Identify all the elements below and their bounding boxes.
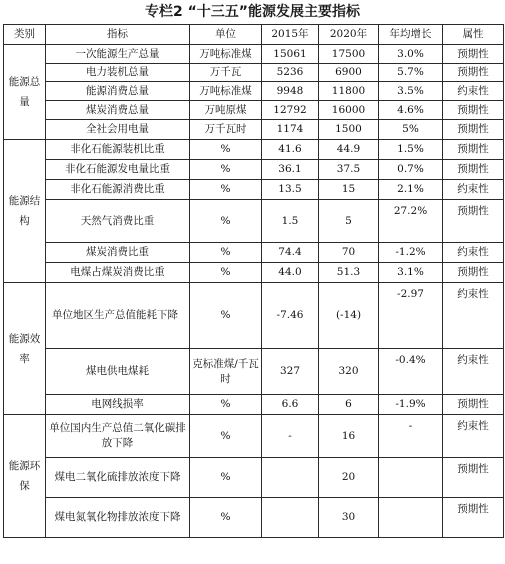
- unit-cell: %: [190, 160, 262, 180]
- attribute-cell: 预期性: [443, 498, 504, 538]
- value-2020-cell: 17500: [319, 45, 379, 64]
- growth-cell: -: [379, 415, 443, 458]
- table-row: [4, 180, 504, 200]
- table-row: [4, 243, 504, 263]
- value-2020-cell: 1500: [319, 120, 379, 140]
- value-2015-cell: 6.6: [262, 395, 319, 415]
- value-2015-cell: 44.0: [262, 263, 319, 283]
- growth-cell: -1.2%: [379, 243, 443, 263]
- unit-cell: 万吨原煤: [190, 101, 262, 120]
- category-cell: 能源环保: [4, 415, 46, 538]
- indicators-table: [3, 24, 504, 538]
- value-2015-cell: [262, 458, 319, 498]
- value-2020-cell: 30: [319, 498, 379, 538]
- value-2020-cell: 70: [319, 243, 379, 263]
- header-2015: 2015年: [262, 25, 319, 45]
- unit-cell: %: [190, 395, 262, 415]
- table-row: [4, 263, 504, 283]
- value-2020-cell: 44.9: [319, 140, 379, 160]
- value-2020-cell: 51.3: [319, 263, 379, 283]
- value-2015-cell: 13.5: [262, 180, 319, 200]
- value-2020-cell: (-14): [319, 283, 379, 349]
- value-2015-cell: 9948: [262, 82, 319, 101]
- table-row: [4, 498, 504, 538]
- attribute-cell: 预期性: [443, 101, 504, 120]
- unit-cell: 万千瓦时: [190, 120, 262, 140]
- indicator-cell: 单位地区生产总值能耗下降: [46, 283, 190, 349]
- indicator-cell: 煤电氮氧化物排放浓度下降: [46, 498, 190, 538]
- attribute-cell: 约束性: [443, 243, 504, 263]
- value-2020-cell: 37.5: [319, 160, 379, 180]
- attribute-cell: 预期性: [443, 200, 504, 243]
- value-2015-cell: [262, 498, 319, 538]
- indicator-cell: 一次能源生产总量: [46, 45, 190, 64]
- table-row: [4, 45, 504, 64]
- growth-cell: 1.5%: [379, 140, 443, 160]
- value-2015-cell: 327: [262, 349, 319, 395]
- unit-cell: 万吨标准煤: [190, 82, 262, 101]
- value-2015-cell: 1.5: [262, 200, 319, 243]
- value-2015-cell: -7.46: [262, 283, 319, 349]
- table-row: [4, 82, 504, 101]
- unit-cell: 万千瓦: [190, 64, 262, 82]
- indicator-cell: 非化石能源发电量比重: [46, 160, 190, 180]
- attribute-cell: 预期性: [443, 64, 504, 82]
- value-2015-cell: 41.6: [262, 140, 319, 160]
- header-2020: 2020年: [319, 25, 379, 45]
- unit-cell: %: [190, 498, 262, 538]
- growth-cell: 27.2%: [379, 200, 443, 243]
- value-2015-cell: 15061: [262, 45, 319, 64]
- table-row: [4, 395, 504, 415]
- indicator-cell: 煤电供电煤耗: [46, 349, 190, 395]
- growth-cell: 3.1%: [379, 263, 443, 283]
- header-unit: 单位: [190, 25, 262, 45]
- growth-cell: 2.1%: [379, 180, 443, 200]
- category-cell: 能源结构: [4, 140, 46, 283]
- value-2015-cell: 5236: [262, 64, 319, 82]
- indicator-cell: 天然气消费比重: [46, 200, 190, 243]
- table-row: [4, 415, 504, 458]
- growth-cell: -1.9%: [379, 395, 443, 415]
- value-2015-cell: 1174: [262, 120, 319, 140]
- growth-cell: 0.7%: [379, 160, 443, 180]
- value-2020-cell: 320: [319, 349, 379, 395]
- category-cell: 能源总量: [4, 45, 46, 140]
- table-row: [4, 140, 504, 160]
- attribute-cell: 约束性: [443, 82, 504, 101]
- table-title: 专栏2 “十三五”能源发展主要指标: [144, 4, 361, 20]
- indicator-cell: 非化石能源消费比重: [46, 180, 190, 200]
- growth-cell: -2.97: [379, 283, 443, 349]
- table-row: [4, 283, 504, 349]
- unit-cell: %: [190, 243, 262, 263]
- attribute-cell: 预期性: [443, 120, 504, 140]
- indicator-cell: 煤炭消费总量: [46, 101, 190, 120]
- growth-cell: -0.4%: [379, 349, 443, 395]
- value-2020-cell: 6: [319, 395, 379, 415]
- table-row: [4, 64, 504, 82]
- unit-cell: %: [190, 200, 262, 243]
- value-2020-cell: 11800: [319, 82, 379, 101]
- table-row: [4, 200, 504, 243]
- attribute-cell: 约束性: [443, 349, 504, 395]
- growth-cell: [379, 458, 443, 498]
- value-2020-cell: 16: [319, 415, 379, 458]
- indicator-cell: 煤炭消费比重: [46, 243, 190, 263]
- table-row: [4, 349, 504, 395]
- header-row: [4, 25, 504, 45]
- header-indicator: 指标: [46, 25, 190, 45]
- unit-cell: %: [190, 458, 262, 498]
- header-category: 类别: [4, 25, 46, 45]
- growth-cell: 5%: [379, 120, 443, 140]
- growth-cell: 4.6%: [379, 101, 443, 120]
- indicator-cell: 煤电二氧化硫排放浓度下降: [46, 458, 190, 498]
- value-2015-cell: 74.4: [262, 243, 319, 263]
- value-2015-cell: -: [262, 415, 319, 458]
- unit-cell: %: [190, 263, 262, 283]
- indicator-cell: 电网线损率: [46, 395, 190, 415]
- unit-cell: 克标准煤/千瓦时: [190, 349, 262, 395]
- value-2020-cell: 20: [319, 458, 379, 498]
- value-2015-cell: 12792: [262, 101, 319, 120]
- attribute-cell: 预期性: [443, 458, 504, 498]
- unit-cell: %: [190, 283, 262, 349]
- indicator-cell: 全社会用电量: [46, 120, 190, 140]
- table-row: [4, 160, 504, 180]
- category-cell: 能源效率: [4, 283, 46, 415]
- unit-cell: %: [190, 180, 262, 200]
- attribute-cell: 约束性: [443, 180, 504, 200]
- value-2020-cell: 16000: [319, 101, 379, 120]
- table-row: [4, 120, 504, 140]
- growth-cell: 5.7%: [379, 64, 443, 82]
- indicator-cell: 能源消费总量: [46, 82, 190, 101]
- attribute-cell: 约束性: [443, 415, 504, 458]
- attribute-cell: 预期性: [443, 45, 504, 64]
- attribute-cell: 预期性: [443, 160, 504, 180]
- growth-cell: 3.5%: [379, 82, 443, 101]
- table-row: [4, 101, 504, 120]
- unit-cell: %: [190, 140, 262, 160]
- indicator-cell: 单位国内生产总值二氧化碳排放下降: [46, 415, 190, 458]
- value-2020-cell: 5: [319, 200, 379, 243]
- indicator-cell: 电力装机总量: [46, 64, 190, 82]
- header-growth: 年均增长: [379, 25, 443, 45]
- unit-cell: %: [190, 415, 262, 458]
- growth-cell: 3.0%: [379, 45, 443, 64]
- indicator-cell: 非化石能源装机比重: [46, 140, 190, 160]
- growth-cell: [379, 498, 443, 538]
- attribute-cell: 预期性: [443, 395, 504, 415]
- header-attribute: 属性: [443, 25, 504, 45]
- value-2020-cell: 6900: [319, 64, 379, 82]
- attribute-cell: 预期性: [443, 140, 504, 160]
- attribute-cell: 约束性: [443, 283, 504, 349]
- indicator-cell: 电煤占煤炭消费比重: [46, 263, 190, 283]
- value-2020-cell: 15: [319, 180, 379, 200]
- table-row: [4, 458, 504, 498]
- value-2015-cell: 36.1: [262, 160, 319, 180]
- attribute-cell: 预期性: [443, 263, 504, 283]
- unit-cell: 万吨标准煤: [190, 45, 262, 64]
